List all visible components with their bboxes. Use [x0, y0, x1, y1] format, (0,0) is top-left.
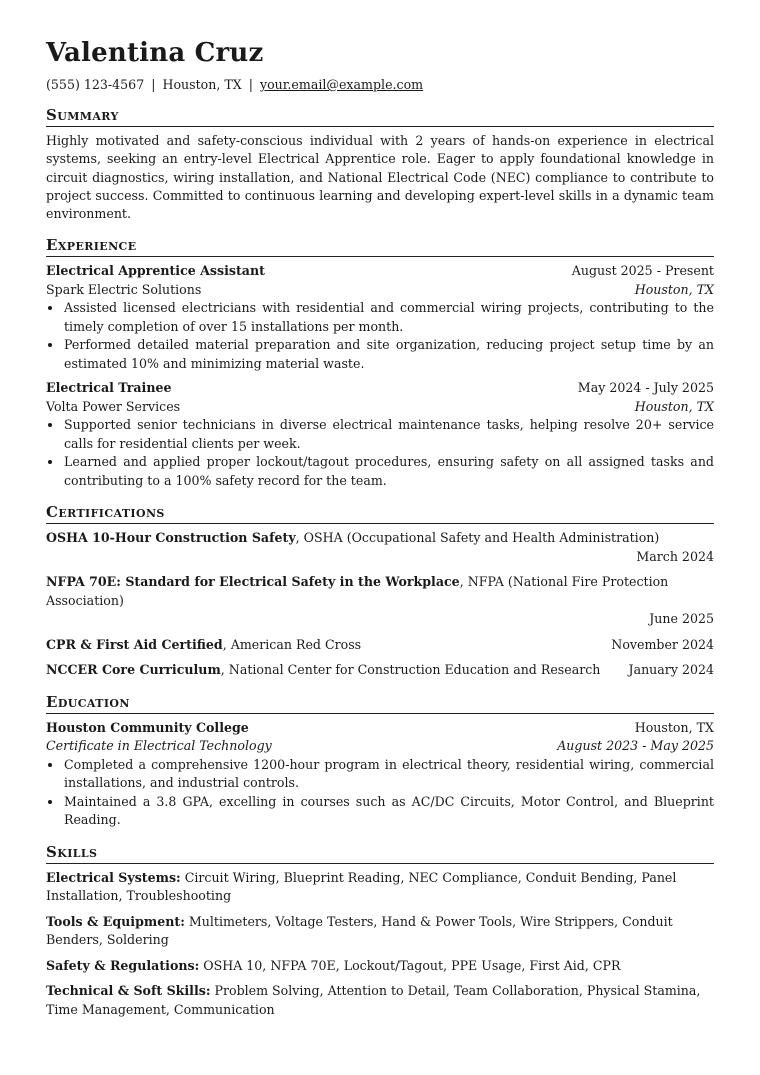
skill-line: [46, 957, 714, 976]
phone-number: (555) 123-4567: [46, 77, 145, 92]
section-title-experience: Experience: [46, 236, 714, 257]
certifications-section: [46, 503, 714, 680]
certification-date: March 2024: [636, 548, 714, 564]
bullet-item: • Performed detailed material preparation and site organization, reducing project setup time by an estimated 10% and minimizing material waste.: [63, 336, 714, 373]
skill-category: Tools & Equipment:: [46, 913, 185, 929]
certification-issuer: , OSHA (Occupational Safety and Health Administration): [295, 530, 660, 546]
separator: |: [248, 77, 253, 92]
separator: |: [151, 77, 156, 92]
job-entry: [46, 379, 714, 490]
education-dates: August 2023 - May 2025: [557, 738, 714, 754]
resume-page: [46, 36, 714, 1026]
job-role: Electrical Trainee: [46, 380, 172, 396]
skill-category: Safety & Regulations:: [46, 957, 200, 973]
certification-name: CPR & First Aid Certified: [46, 636, 223, 652]
education-section: [46, 693, 714, 830]
section-title-education: Education: [46, 693, 714, 714]
job-company: Volta Power Services: [46, 398, 181, 414]
summary-section: [46, 106, 714, 223]
certification-name: NFPA 70E: Standard for Electrical Safety in the Workplace: [46, 574, 460, 590]
certification-name: OSHA 10-Hour Construction Safety: [46, 530, 296, 546]
job-dates: May 2024 - July 2025: [577, 380, 714, 396]
job-bullets: [46, 299, 714, 373]
certification-date: January 2024: [628, 662, 714, 678]
section-title-certifications: Certifications: [46, 503, 714, 524]
bullet-item: • Supported senior technicians in diverse electrical maintenance tasks, helping resolve 20+ service calls for residential clients per week.: [63, 416, 714, 453]
certification-item: [46, 636, 714, 655]
skill-list: Multimeters, Voltage Testers, Hand & Power Tools, Wire Strippers, Conduit Benders, Soldering: [46, 913, 673, 948]
job-location: Houston, TX: [634, 398, 714, 414]
location: Houston, TX: [162, 77, 242, 92]
skill-list: Circuit Wiring, Blueprint Reading, NEC Compliance, Conduit Bending, Panel Installation, Troubleshooting: [46, 869, 677, 904]
skill-line: [46, 982, 714, 1019]
job-dates: August 2025 - Present: [571, 263, 714, 279]
school-location: Houston, TX: [634, 719, 714, 735]
degree-name: Certificate in Electrical Technology: [46, 738, 272, 754]
skill-list: Problem Solving, Attention to Detail, Team Collaboration, Physical Stamina, Time Management, Communication: [46, 983, 701, 1017]
skill-category: Electrical Systems:: [46, 869, 181, 885]
skill-list: OSHA 10, NFPA 70E, Lockout/Tagout, PPE Usage, First Aid, CPR: [199, 957, 621, 973]
candidate-name: Valentina Cruz: [46, 38, 264, 68]
certification-issuer: , NFPA (National Fire Protection Association): [46, 574, 669, 608]
school-name: Houston Community College: [46, 719, 249, 735]
job-location: Houston, TX: [634, 281, 714, 297]
certification-item: [46, 529, 714, 566]
certification-date: June 2025: [649, 611, 714, 627]
contact-line: [46, 77, 714, 93]
certification-date: November 2024: [611, 636, 714, 652]
certification-item: [46, 661, 714, 680]
bullet-item: • Completed a comprehensive 1200-hour program in electrical theory, residential wiring, commercial installations, and industrial controls.: [63, 756, 714, 793]
certification-item: [46, 573, 714, 629]
skill-line: [46, 913, 714, 950]
education-bullets: [46, 756, 714, 830]
summary-text: Highly motivated and safety-conscious individual with 2 years of hands-on experience in electrical systems, seeking an entry-level Electrical Apprentice role. Eager to apply foundational knowledge in circuit diagnostics, wiring installation, and National Electrical Code (NEC) compliance to contribute to project success. Committed to continuous learning and developing expert-level skills in a dynamic team environment.: [46, 133, 714, 222]
certification-issuer: , National Center for Construction Education and Research: [220, 662, 601, 678]
bullet-item: • Assisted licensed electricians with residential and commercial wiring projects, contributing to the timely completion of over 15 installations per month.: [63, 299, 714, 336]
job-role: Electrical Apprentice Assistant: [46, 263, 265, 279]
education-entry: [46, 719, 714, 830]
skills-section: [46, 843, 714, 1020]
job-entry: [46, 262, 714, 373]
bullet-item: • Maintained a 3.8 GPA, excelling in courses such as AC/DC Circuits, Motor Control, and Blueprint Reading.: [63, 793, 714, 830]
job-company: Spark Electric Solutions: [46, 281, 202, 297]
bullet-item: • Learned and applied proper lockout/tagout procedures, ensuring safety on all assigned tasks and contributing to a 100% safety record for the team.: [63, 453, 714, 490]
section-title-summary: Summary: [46, 106, 714, 127]
skill-line: [46, 869, 714, 906]
experience-section: [46, 236, 714, 490]
section-title-skills: Skills: [46, 843, 714, 864]
skill-category: Technical & Soft Skills:: [46, 983, 211, 999]
certification-issuer: , American Red Cross: [222, 636, 362, 652]
certification-name: NCCER Core Curriculum: [46, 662, 221, 678]
job-bullets: [46, 416, 714, 490]
email-link[interactable]: your.email@example.com: [259, 77, 424, 92]
